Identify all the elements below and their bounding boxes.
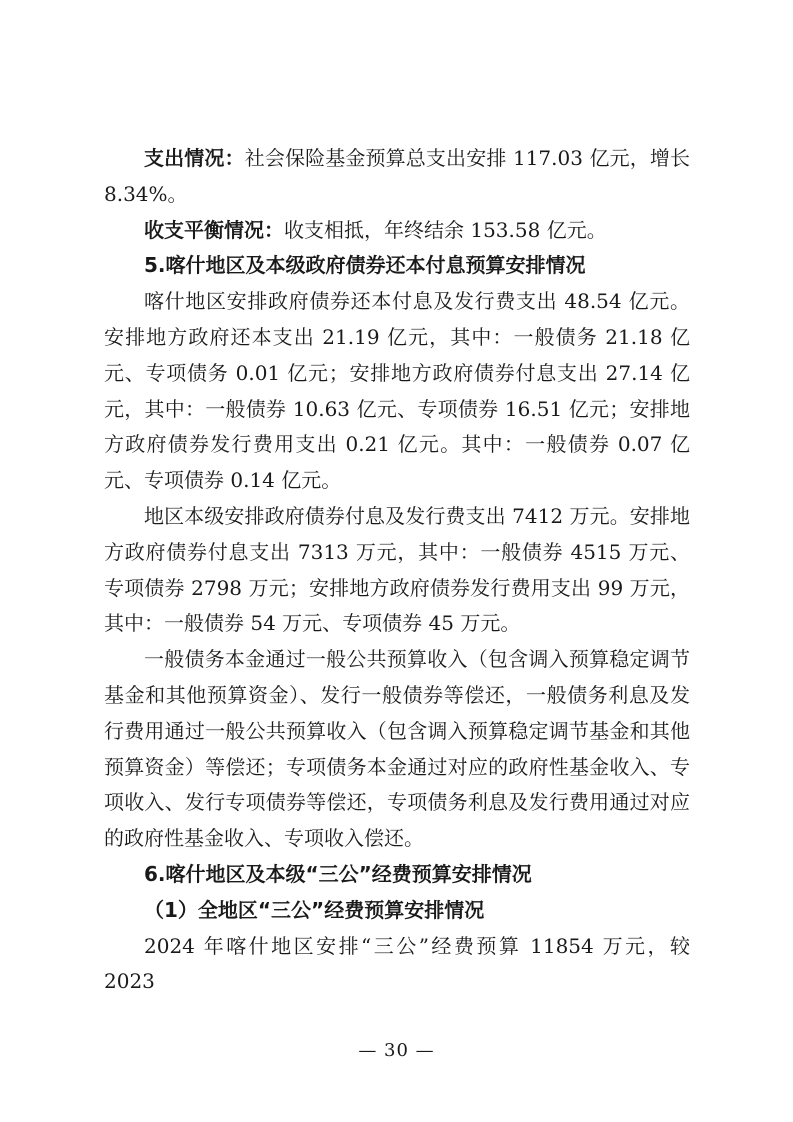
paragraph-prefecture-debt: 地区本级安排政府债券付息及发行费支出 7412 万元。安排地方政府债券付息支出 7313 万元，其中：一般债券 4515 万元、专项债券 2798 万元；安排地方政府债券发行费用支出 99 万元，其中：一般债券 54 万元、专项债券 45 万元。 [104,503,690,636]
paragraph-three-public-2024: 2024 年喀什地区安排“三公”经费预算 11854 万元，较 2023 [104,933,690,994]
paragraph-repayment-sources: 一般债务本金通过一般公共预算收入（包含调入预算稳定调节基金和其他预算资金）、发行一般债券等偿还，一般债务利息及发行费用通过一般公共预算收入（包含调入预算稳定调节基金和其他预算资金）等偿还；专项债务本金通过对应的政府性基金收入、专项收入、发行专项债券等偿还，专项债务利息及发行费用通过对应的政府性基金收入、专项收入偿还。 [104,647,690,851]
body-text [104,141,690,1000]
page-number: — 30 — [358,1040,435,1061]
text-balance: 收支相抵，年终结余 153.58 亿元。 [284,217,607,242]
heading-section-6: 6.喀什地区及本级“三公”经费预算安排情况 [144,861,532,886]
heading-section-5: 5.喀什地区及本级政府债券还本付息预算安排情况 [144,253,586,278]
lead-expenditure: 支出情况： [144,146,245,170]
paragraph-region-debt: 喀什地区安排政府债券还本付息及发行费支出 48.54 亿元。安排地方政府还本支出 21.19 亿元，其中：一般债务 21.18 亿元、专项债务 0.01 亿元；安排地方政府债券付息支出 27.14 亿元，其中：一般债券 10.63 亿元、专项债券 16.51 亿元；安排地方政府债券发行费用支出 0.21 亿元。其中：一般债券 0.07 亿元、专项债券 0.14 亿元。 [104,289,690,493]
lead-balance: 收支平衡情况： [144,217,284,242]
text-expenditure: 社会保险基金预算总支出安排 117.03 亿元，增长 8.34%。 [104,146,690,206]
heading-subsection-1: （1）全地区“三公”经费预算安排情况 [144,897,485,922]
paragraph-expenditure [104,141,690,213]
paragraph-balance [104,213,690,249]
